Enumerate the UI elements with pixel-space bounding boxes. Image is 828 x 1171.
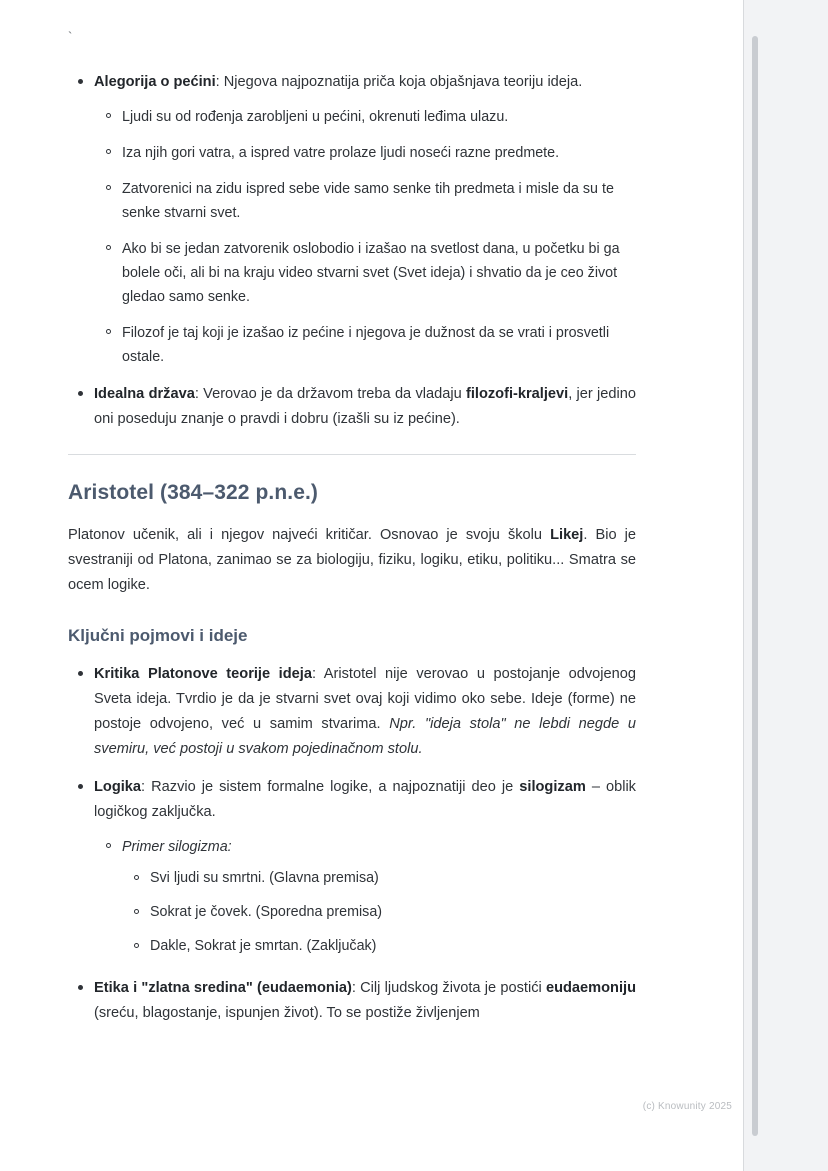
text-critique: : Aristotel nije verovao u postojanje odvojenog Sveta ideja. Tvrdio je da je stvarni svet ovaj koji vidimo oko sebe. Ideje (forme) ne postoje odvojeno, već u samim stvarima. bbox=[94, 666, 636, 732]
syllogism-premises-list bbox=[122, 867, 636, 958]
list-item-logic bbox=[68, 775, 636, 958]
text-ethics-eudaemonia: eudaemoniju bbox=[545, 980, 636, 996]
text-ethics-after: (sreću, blagostanje, ispunjen život). To se postiže življenjem bbox=[94, 1005, 480, 1021]
scrollbar-thumb[interactable] bbox=[752, 36, 758, 1136]
list-item bbox=[94, 105, 636, 129]
text-ideal-state-emphasis: filozofi-kraljevi bbox=[466, 386, 569, 402]
list-item bbox=[122, 935, 636, 958]
label-syllogism-example: Primer silogizma: bbox=[122, 839, 232, 855]
cave-sublist bbox=[94, 105, 636, 369]
term-critique: Kritika Platonove teorije ideja bbox=[94, 666, 312, 682]
list-item-ideal-state bbox=[68, 382, 636, 432]
section-divider bbox=[68, 454, 636, 455]
bullet-icon bbox=[78, 985, 83, 990]
list-item bbox=[122, 867, 636, 890]
top-level-list bbox=[68, 70, 636, 432]
hollow-bullet-icon bbox=[106, 245, 111, 250]
text-ideal-state-before: : Verovao je da državom treba da vladaju bbox=[194, 386, 466, 402]
list-item-text: Sokrat je čovek. (Sporedna premisa) bbox=[150, 904, 383, 920]
intro-school-name: Likej bbox=[550, 527, 584, 543]
term-logic: Logika bbox=[94, 779, 142, 795]
list-item-text: Zatvorenici na zidu ispred sebe vide samo senke tih predmeta i misle da su te senke stvarni svet. bbox=[122, 181, 614, 221]
list-item-syllogism-label bbox=[94, 835, 636, 958]
hollow-bullet-icon bbox=[106, 185, 111, 190]
intro-text-after: . Bio je svestraniji od Platona, zanimao se za biologiju, fiziku, logiku, etiku, politiku... Smatra se ocem logike. bbox=[68, 527, 636, 593]
subheading-key-concepts: Ključni pojmovi i ideje bbox=[68, 626, 248, 645]
aristotle-concepts-list bbox=[68, 662, 636, 1026]
term-ideal-state: Idealna država bbox=[94, 386, 195, 402]
hollow-bullet-icon bbox=[134, 909, 139, 914]
bullet-icon bbox=[78, 784, 83, 789]
list-item bbox=[94, 177, 636, 225]
hollow-bullet-icon bbox=[134, 943, 139, 948]
hollow-bullet-icon bbox=[106, 329, 111, 334]
intro-text-before: Platonov učenik, ali i njegov najveći kritičar. Osnovao je svoju školu bbox=[68, 527, 551, 543]
list-item-text: Filozof je taj koji je izašao iz pećine i njegova je dužnost da se vrati i prosvetli ostale. bbox=[122, 325, 610, 365]
bullet-icon bbox=[78, 671, 83, 676]
hollow-bullet-icon bbox=[134, 875, 139, 880]
list-item-text: Ljudi su od rođenja zarobljeni u pećini, okrenuti leđima ulazu. bbox=[122, 109, 509, 125]
bullet-icon bbox=[78, 79, 83, 84]
term-cave-allegory: Alegorija o pećini bbox=[94, 74, 216, 90]
hollow-bullet-icon bbox=[106, 149, 111, 154]
bullet-icon bbox=[78, 391, 83, 396]
hollow-bullet-icon bbox=[106, 113, 111, 118]
text-ethics-before: : Cilj ljudskog života je postići bbox=[351, 980, 546, 996]
text-logic-syllogism: silogizam bbox=[519, 779, 586, 795]
document-content bbox=[68, 30, 636, 1039]
text-logic-before: : Razvio je sistem formalne logike, a najpoznatiji deo je bbox=[141, 779, 520, 795]
stray-backtick-text: ` bbox=[68, 29, 73, 44]
copyright-footer: (c) Knowunity 2025 bbox=[642, 1101, 732, 1112]
syllogism-sublist bbox=[94, 835, 636, 958]
list-item bbox=[94, 321, 636, 369]
hollow-bullet-icon bbox=[106, 843, 111, 848]
list-item-critique-of-plato bbox=[68, 662, 636, 762]
list-item-cave-allegory bbox=[68, 70, 636, 369]
list-item-ethics bbox=[68, 976, 636, 1026]
list-item bbox=[94, 141, 636, 165]
page-title-aristotle: Aristotel (384–322 p.n.e.) bbox=[68, 481, 319, 504]
text-critique-example: Npr. "ideja stola" ne lebdi negde u svemiru, već postoji u svakom pojedinačnom stolu. bbox=[94, 716, 636, 757]
list-item-text: Dakle, Sokrat je smrtan. (Zaključak) bbox=[150, 938, 377, 954]
text-ideal-state-after: , jer jedino oni poseduju znanje o pravdi i dobru (izašli su iz pećine). bbox=[94, 386, 636, 427]
list-item-text: Ako bi se jedan zatvorenik oslobodio i izašao na svetlost dana, u početku bi ga bolele oči, ali bi na kraju video stvarni svet (Svet ideja) i shvatio da je ceo život gledao samo senke. bbox=[122, 241, 620, 305]
list-item bbox=[94, 237, 636, 309]
term-ethics: Etika i "zlatna sredina" (eudaemonia) bbox=[94, 980, 352, 996]
paragraph-aristotle-intro bbox=[68, 523, 636, 598]
text-logic-after: – oblik logičkog zaključka. bbox=[94, 779, 636, 820]
text-cave-allegory: : Njegova najpoznatija priča koja objašnjava teoriju ideja. bbox=[215, 74, 583, 90]
list-item bbox=[122, 901, 636, 924]
list-item-text: Svi ljudi su smrtni. (Glavna premisa) bbox=[150, 870, 379, 886]
scrollbar-track[interactable] bbox=[743, 0, 828, 1171]
list-item-text: Iza njih gori vatra, a ispred vatre prolaze ljudi noseći razne predmete. bbox=[122, 145, 560, 161]
